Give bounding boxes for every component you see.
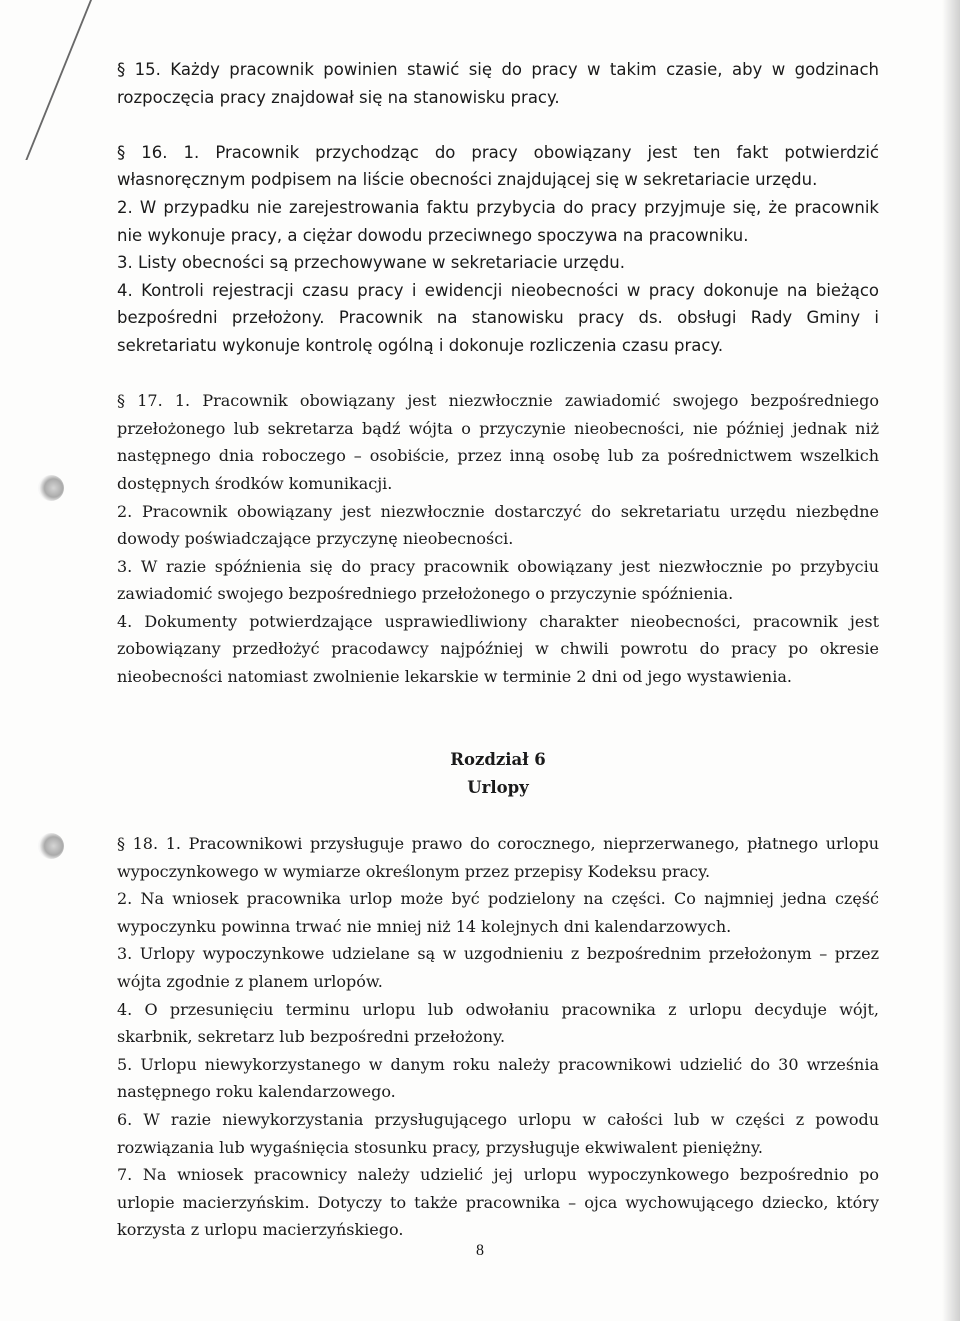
paragraph-17-1: § 17. 1. Pracownik obowiązany jest niezwłocznie zawiadomić swojego bezpośredniego przełożonego lub sekretarza bądź wójta o przyczynie nieobecności, nie później jednak niż następnego dnia roboczego – osobiście, przez inną osobę lub za pośrednictwem wszelkich dostępnych środków komunikacji.: [117, 391, 879, 493]
paragraph-17-2: 2. Pracownik obowiązany jest niezwłocznie dostarczyć do sekretariatu urzędu niezbędne dowody poświadczające przyczynę nieobecności.: [117, 501, 879, 549]
paragraph-18-1: § 18. 1. Pracownikowi przysługuje prawo do corocznego, nieprzerwanego, płatnego urlopu wypoczynkowego w wymiarze określonym przez przepisy Kodeksu pracy.: [117, 834, 879, 881]
paragraph-18-5: 5. Urlopu niewykorzystanego w danym roku należy pracownikowi udzielić do 30 września następnego roku kalendarzowego.: [117, 1054, 879, 1102]
paragraph-17-3: 3. W razie spóźnienia się do pracy pracownik obowiązany jest niezwłocznie po przybyciu zawiadomić swojego bezpośredniego przełożonego o przyczynie spóźnienia.: [117, 556, 879, 604]
scan-edge-shadow: [942, 0, 960, 1321]
punch-hole: [38, 833, 64, 859]
punch-hole: [38, 475, 64, 501]
chapter-title: Urlopy: [467, 778, 529, 797]
paragraph-15: § 15. Każdy pracownik powinien stawić się do pracy w takim czasie, aby w godzinach rozpoczęcia pracy znajdował się na stanowisku pracy.: [117, 60, 879, 107]
paragraph-16-1: § 16. 1. Pracownik przychodząc do pracy obowiązany jest ten fakt potwierdzić własnoręcznym podpisem na liście obecności znajdującej się w sekretariacie urzędu.: [117, 142, 879, 190]
paragraph-18-4: 4. O przesunięciu terminu urlopu lub odwołaniu pracownika z urlopu decyduje wójt, skarbnik, sekretarz lub bezpośredni przełożony.: [117, 999, 879, 1047]
paragraph-16-3: 3. Listy obecności są przechowywane w sekretariacie urzędu.: [117, 253, 626, 273]
paragraph-16-2: 2. W przypadku nie zarejestrowania faktu przybycia do pracy przyjmuje się, że pracownik nie wykonuje pracy, a ciężar dowodu przeciwnego spoczywa na pracowniku.: [117, 197, 879, 245]
paragraphs-bottom: [117, 830, 879, 1244]
paragraph-18-6: 6. W razie niewykorzystania przysługującego urlopu w całości lub w części z powodu rozwiązania lub wygaśnięcia stosunku pracy, przysługuje ekwiwalent pieniężny.: [117, 1109, 879, 1157]
chapter-number: Rozdział 6: [450, 750, 546, 769]
page-number: 8: [476, 1242, 484, 1259]
paragraph-18-3: 3. Urlopy wypoczynkowe udzielane są w uzgodnieniu z bezpośrednim przełożonym – przez wójta zgodnie z planem urlopów.: [117, 944, 879, 991]
spacer: [117, 360, 879, 388]
paragraph-18-7: 7. Na wniosek pracownicy należy udzielić jej urlopu wypoczynkowego bezpośrednio po urlopie macierzyńskim. Dotyczy to także pracownika – ojca wychowującego dziecko, który korzysta z urlopu macierzyńskiego.: [117, 1165, 879, 1240]
page-fold-line: [0, 0, 92, 160]
paragraphs-top: [117, 56, 879, 691]
paragraph-18-2: 2. Na wniosek pracownika urlop może być podzielony na części. Co najmniej jedna część wypoczynku powinna trwać nie mniej niż 14 kolejnych dni kalendarzowych.: [117, 889, 879, 936]
paragraph-17-4: 4. Dokumenty potwierdzające usprawiedliwiony charakter nieobecności, pracownik jest zobowiązany przedłożyć pracodawcy najpóźniej w chwili powrotu do pracy po okresie nieobecności natomiast zwolnienie lekarskie w terminie 2 dni od jego wystawienia.: [117, 611, 879, 687]
spacer: [117, 111, 879, 139]
paragraph-16-4: 4. Kontroli rejestracji czasu pracy i ewidencji nieobecności w pracy dokonuje na bieżąco bezpośredni przełożony. Pracownik na stanowisku pracy ds. obsługi Rady Gminy i sekretariatu wykonuje kontrolę ogólną i dokonuje rozliczenia czasu pracy.: [117, 280, 879, 355]
